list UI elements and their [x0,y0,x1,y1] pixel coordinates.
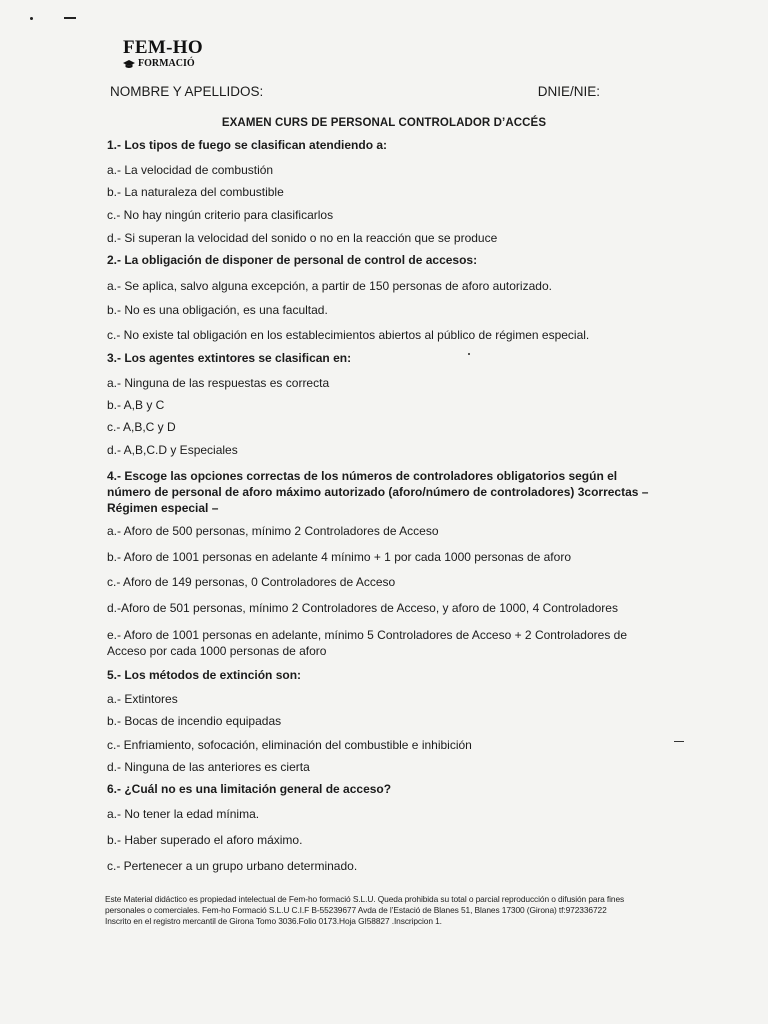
option-1a: a.- La velocidad de combustión [107,163,274,177]
graduation-cap-icon [123,60,135,69]
scan-speck [468,353,470,355]
option-3b: b.- A,B y C [107,398,165,412]
option-5b: b.- Bocas de incendio equipadas [107,714,282,728]
id-label: DNIE/NIE: [537,84,600,99]
option-4d: d.-Aforo de 501 personas, mínimo 2 Controladores de Acceso, y aforo de 1000, 4 Controladores [107,601,618,615]
scan-speck [64,17,76,19]
option-1b: b.- La naturaleza del combustible [107,185,284,199]
footer-line: Inscrito en el registro mercantil de Girona Tomo 3036.Folio 0173.Hoja GI58827 .Inscripcion 1. [105,916,442,926]
option-2b: b.- No es una obligación, es una facultad. [107,303,328,317]
option-4c: c.- Aforo de 149 personas, 0 Controladores de Acceso [107,575,396,589]
scan-speck [674,741,684,742]
question-6: 6.- ¿Cuál no es una limitación general de acceso? [107,782,392,796]
question-3: 3.- Los agentes extintores se clasifican en: [107,351,352,365]
option-6c: c.- Pertenecer a un grupo urbano determinado. [107,859,358,873]
logo-sub-text: FORMACIÓ [138,58,195,69]
question-1: 1.- Los tipos de fuego se clasifican atendiendo a: [107,138,388,152]
option-3a: a.- Ninguna de las respuestas es correcta [107,376,330,390]
option-5a: a.- Extintores [107,692,178,706]
option-4e: e.- Aforo de 1001 personas en adelante, mínimo 5 Controladores de Acceso + 2 Controladores de Acceso por cada 1000 personas de aforo [107,628,627,658]
legal-footer [105,894,665,927]
name-label: NOMBRE Y APELLIDOS: [110,84,264,99]
option-4a: a.- Aforo de 500 personas, mínimo 2 Controladores de Acceso [107,524,439,538]
logo-sub [123,59,203,69]
option-5d: d.- Ninguna de las anteriores es cierta [107,760,310,774]
question-4: 4.- Escoge las opciones correctas de los números de controladores obligatorios según el número de personal de aforo máximo autorizado (aforo/número de controladores) 3correctas – Régimen especial – [107,469,649,515]
question-2: 2.- La obligación de disponer de personal de control de accesos: [107,253,478,267]
option-2c: c.- No existe tal obligación en los establecimientos abiertos al público de régimen especial. [107,328,590,342]
option-3d: d.- A,B,C.D y Especiales [107,443,238,457]
option-2a: a.- Se aplica, salvo alguna excepción, a partir de 150 personas de aforo autorizado. [107,279,552,293]
option-6a: a.- No tener la edad mínima. [107,807,260,821]
option-6b: b.- Haber superado el aforo máximo. [107,833,303,847]
question-5: 5.- Los métodos de extinción son: [107,668,302,682]
option-1d: d.- Si superan la velocidad del sonido o no en la reacción que se produce [107,231,498,245]
option-1c: c.- No hay ningún criterio para clasificarlos [107,208,334,222]
logo-main-text: FEM-HO [123,37,203,58]
exam-title: EXAMEN CURS DE PERSONAL CONTROLADOR D’ACCÉS [221,117,547,129]
option-5c: c.- Enfriamiento, sofocación, eliminación del combustible e inhibición [107,738,472,752]
option-3c: c.- A,B,C y D [107,420,176,434]
scan-speck [30,17,33,20]
footer-line: personales o comerciales. Fem-ho Formació S.L.U C.I.F B-55239677 Avda de l’Estació de Blanes 51, Blanes 17300 (Girona) tf:972336722 [105,905,607,915]
footer-line: Este Material didáctico es propiedad intelectual de Fem-ho formació S.L.U. Queda prohibida su total o parcial reproducción o difusión para fines [105,894,625,904]
student-header [110,84,600,99]
company-logo [123,38,203,69]
option-4b: b.- Aforo de 1001 personas en adelante 4 mínimo + 1 por cada 1000 personas de aforo [107,550,571,564]
